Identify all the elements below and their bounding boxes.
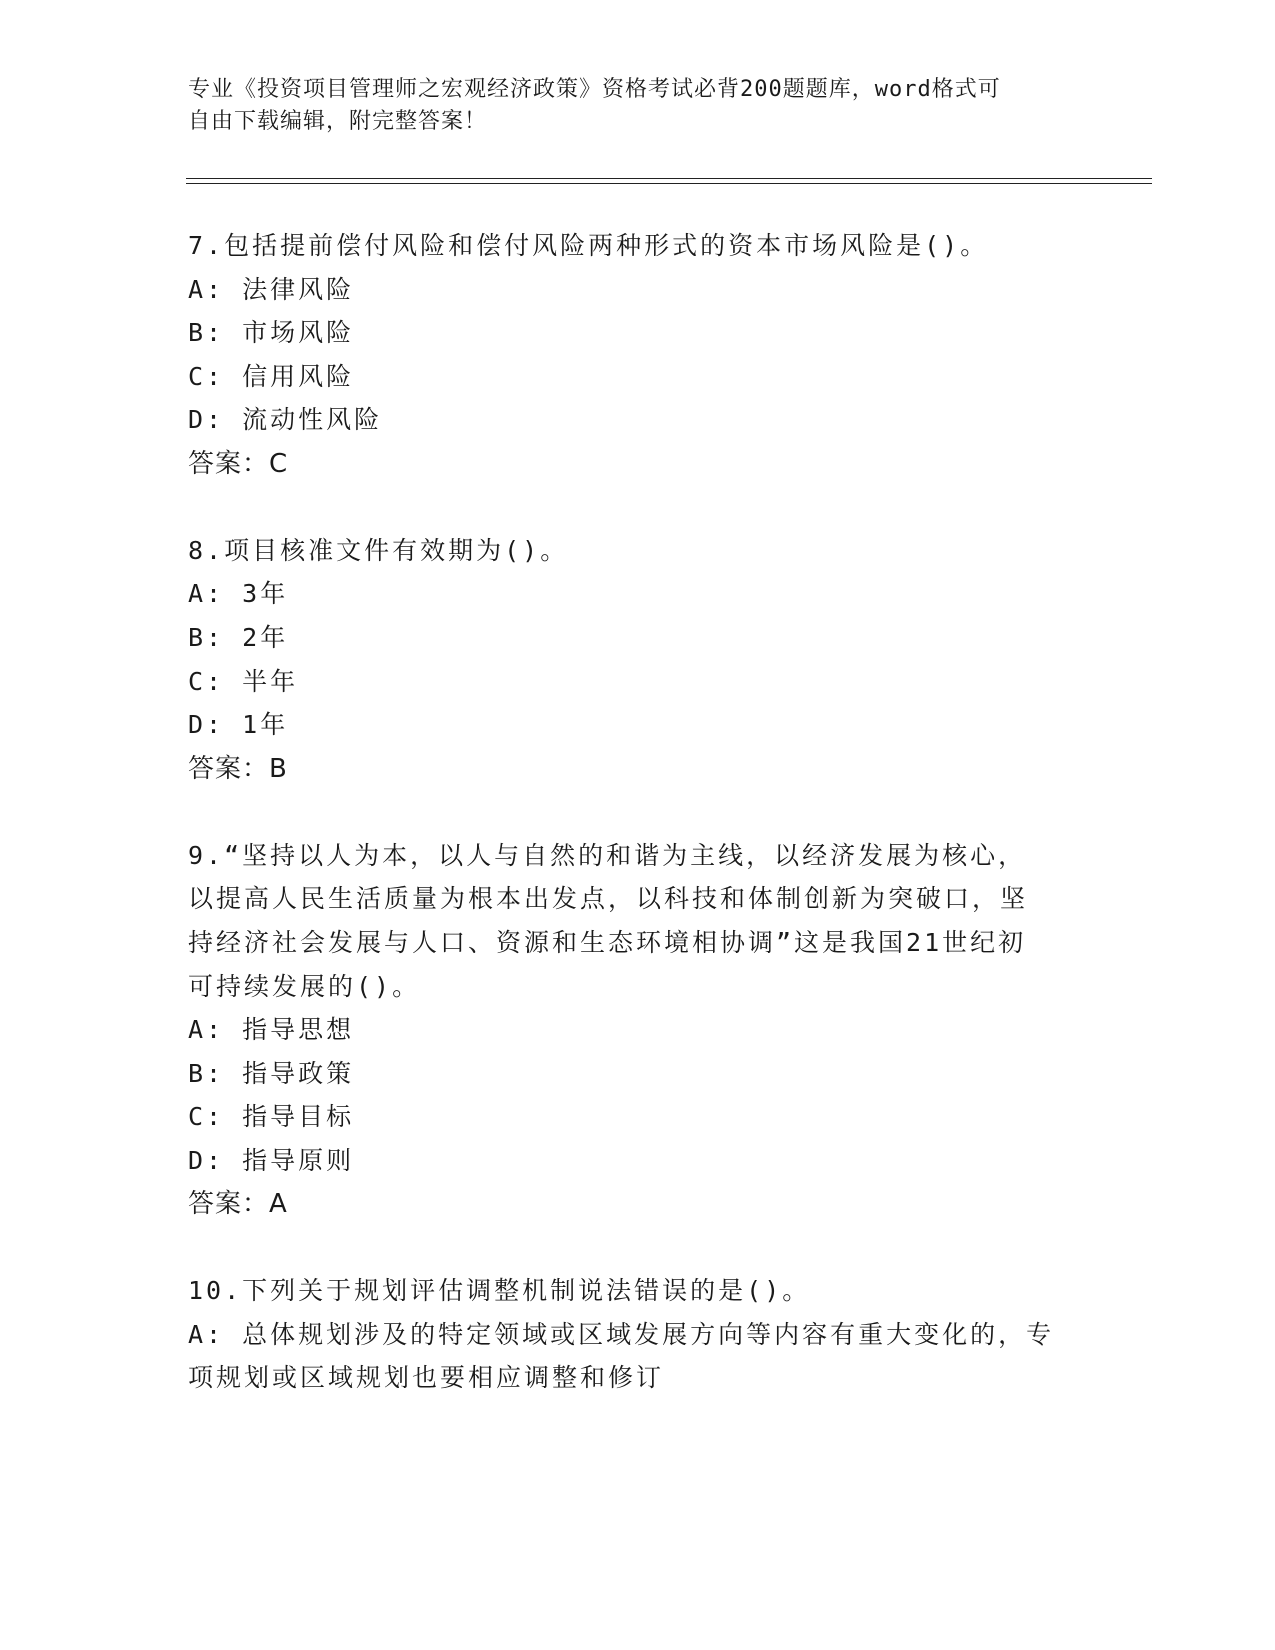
question-9-stem-line-1: 9.“坚持以人为本，以人与自然的和谐为主线，以经济发展为核心， <box>188 841 1027 870</box>
question-10-stem: 10.下列关于规划评估调整机制说法错误的是()。 <box>188 1276 811 1305</box>
question-9-option-a: A: 指导思想 <box>188 1015 355 1044</box>
header-line-2: 自由下载编辑，附完整答案！ <box>188 109 488 134</box>
question-9-stem-line-4: 可持续发展的()。 <box>188 972 421 1001</box>
question-9-stem-line-2: 以提高人民生活质量为根本出发点，以科技和体制创新为突破口，坚 <box>188 884 1029 913</box>
document-header <box>188 74 1068 138</box>
question-7-option-a: A: 法律风险 <box>188 275 355 304</box>
question-8-option-b: B: 2年 <box>188 623 289 652</box>
question-7-stem: 7.包括提前偿付风险和偿付风险两种形式的资本市场风险是()。 <box>188 231 989 260</box>
question-9-option-b: B: 指导政策 <box>188 1059 355 1088</box>
question-9-answer: 答案：A <box>188 1189 288 1219</box>
question-9-option-c: C: 指导目标 <box>188 1102 355 1131</box>
question-7-option-c: C: 信用风险 <box>188 362 355 391</box>
header-line-1: 专业《投资项目管理师之宏观经济政策》资格考试必背200题题库，word格式可 <box>188 77 1001 102</box>
question-7-option-b: B: 市场风险 <box>188 318 355 347</box>
question-10-option-a-line-1: A: 总体规划涉及的特定领域或区域发展方向等内容有重大变化的，专 <box>188 1320 1055 1349</box>
question-9-option-d: D: 指导原则 <box>188 1146 355 1175</box>
question-8-option-c: C: 半年 <box>188 667 299 696</box>
header-divider-top <box>186 178 1152 179</box>
question-8-answer: 答案：B <box>188 754 288 784</box>
question-10-option-a-line-2: 项规划或区域规划也要相应调整和修订 <box>188 1363 665 1392</box>
question-9-stem-line-3: 持经济社会发展与人口、资源和生态环境相协调”这是我国21世纪初 <box>188 928 1027 957</box>
question-8-stem: 8.项目核准文件有效期为()。 <box>188 536 569 565</box>
question-8-option-d: D: 1年 <box>188 710 289 739</box>
question-7-answer: 答案：C <box>188 449 289 479</box>
question-8-option-a: A: 3年 <box>188 579 289 608</box>
question-7-option-d: D: 流动性风险 <box>188 405 383 434</box>
header-divider-bottom <box>186 183 1152 184</box>
